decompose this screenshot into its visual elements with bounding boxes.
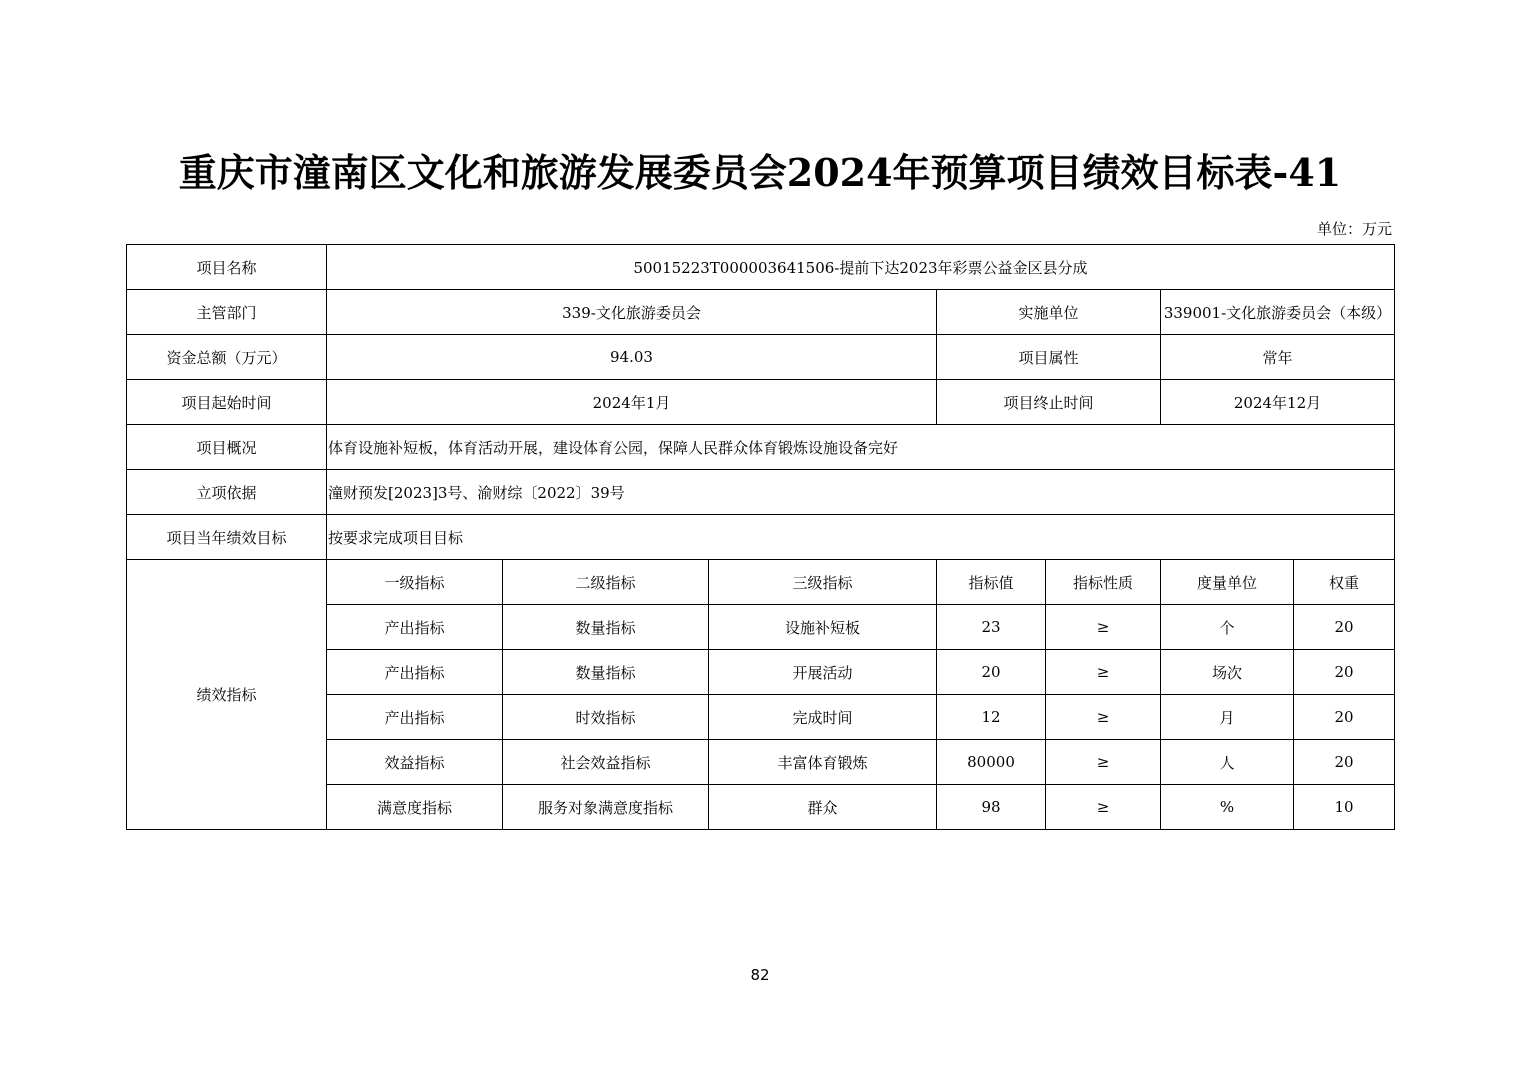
- header-cell: 指标性质: [1046, 560, 1161, 605]
- table-cell: 时效指标: [503, 695, 709, 740]
- table-cell: 月: [1161, 695, 1294, 740]
- unit-label: 单位：万元: [1316, 220, 1392, 238]
- dept-value: 339-文化旅游委员会: [327, 290, 937, 335]
- performance-header-row: [127, 560, 1395, 605]
- table-cell: 数量指标: [503, 605, 709, 650]
- fund-label: 资金总额（万元）: [127, 335, 327, 380]
- table-cell: ≥: [1046, 740, 1161, 785]
- table-cell: 个: [1161, 605, 1294, 650]
- table-row: [127, 425, 1395, 470]
- attr-label: 项目属性: [937, 335, 1161, 380]
- table-cell: 完成时间: [709, 695, 937, 740]
- table-cell: 开展活动: [709, 650, 937, 695]
- start-label: 项目起始时间: [127, 380, 327, 425]
- table-row: [127, 515, 1395, 560]
- page-number: 82: [750, 966, 770, 984]
- table-cell: 20: [1294, 740, 1395, 785]
- project-name-value: 50015223T000003641506-提前下达2023年彩票公益金区县分成: [327, 245, 1395, 290]
- basis-label: 立项依据: [127, 470, 327, 515]
- table-row: [127, 380, 1395, 425]
- table-cell: 效益指标: [327, 740, 503, 785]
- overview-value: 体育设施补短板，体育活动开展，建设体育公园，保障人民群众体育锻炼设施设备完好: [327, 425, 1395, 470]
- table-cell: 12: [937, 695, 1046, 740]
- table-cell: 场次: [1161, 650, 1294, 695]
- end-value: 2024年12月: [1161, 380, 1395, 425]
- table-cell: ≥: [1046, 650, 1161, 695]
- table-cell: 服务对象满意度指标: [503, 785, 709, 830]
- table-cell: 20: [937, 650, 1046, 695]
- performance-target-table: [126, 244, 1395, 830]
- table-row: [127, 470, 1395, 515]
- impl-value: 339001-文化旅游委员会（本级）: [1161, 290, 1395, 335]
- basis-value: 潼财预发[2023]3号、渝财综〔2022〕39号: [327, 470, 1395, 515]
- table-cell: ≥: [1046, 785, 1161, 830]
- table-cell: 98: [937, 785, 1046, 830]
- table-cell: 数量指标: [503, 650, 709, 695]
- table-cell: ≥: [1046, 605, 1161, 650]
- header-cell: 权重: [1294, 560, 1395, 605]
- attr-value: 常年: [1161, 335, 1395, 380]
- table-cell: 产出指标: [327, 695, 503, 740]
- performance-section-label: 绩效指标: [127, 560, 327, 830]
- table-cell: 20: [1294, 650, 1395, 695]
- header-cell: 度量单位: [1161, 560, 1294, 605]
- table-row: [127, 245, 1395, 290]
- table-cell: 80000: [937, 740, 1046, 785]
- table-cell: 人: [1161, 740, 1294, 785]
- header-cell: 三级指标: [709, 560, 937, 605]
- start-value: 2024年1月: [327, 380, 937, 425]
- table-cell: 20: [1294, 695, 1395, 740]
- impl-label: 实施单位: [937, 290, 1161, 335]
- dept-label: 主管部门: [127, 290, 327, 335]
- table-cell: 23: [937, 605, 1046, 650]
- goal-value: 按要求完成项目目标: [327, 515, 1395, 560]
- table-cell: 产出指标: [327, 605, 503, 650]
- table-row: [127, 335, 1395, 380]
- project-name-label: 项目名称: [127, 245, 327, 290]
- table-cell: 社会效益指标: [503, 740, 709, 785]
- fund-value: 94.03: [327, 335, 937, 380]
- goal-label: 项目当年绩效目标: [127, 515, 327, 560]
- table-cell: %: [1161, 785, 1294, 830]
- overview-label: 项目概况: [127, 425, 327, 470]
- end-label: 项目终止时间: [937, 380, 1161, 425]
- table-cell: 10: [1294, 785, 1395, 830]
- table-cell: ≥: [1046, 695, 1161, 740]
- table-cell: 产出指标: [327, 650, 503, 695]
- header-cell: 指标值: [937, 560, 1046, 605]
- table-cell: 丰富体育锻炼: [709, 740, 937, 785]
- header-cell: 一级指标: [327, 560, 503, 605]
- table-cell: 满意度指标: [327, 785, 503, 830]
- table-cell: 群众: [709, 785, 937, 830]
- table-row: [127, 290, 1395, 335]
- header-cell: 二级指标: [503, 560, 709, 605]
- page-title: 重庆市潼南区文化和旅游发展委员会2024年预算项目绩效目标表-41: [178, 150, 1342, 195]
- table-cell: 20: [1294, 605, 1395, 650]
- table-cell: 设施补短板: [709, 605, 937, 650]
